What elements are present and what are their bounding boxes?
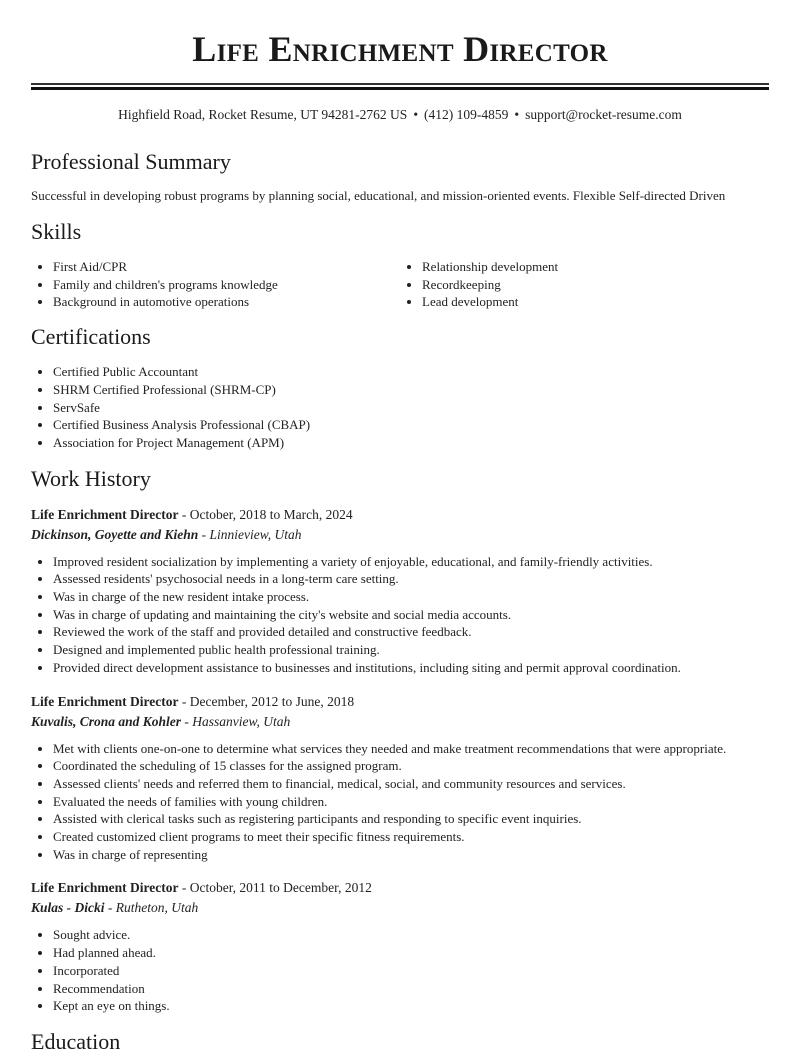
job-dates: - October, 2018 to March, 2024 (178, 506, 353, 522)
job-bullet: • Reviewed the work of the staff and provided detailed and constructive feedback. (53, 623, 769, 641)
contact-line (31, 106, 769, 124)
skill-item: • First Aid/CPR (53, 258, 400, 276)
job-company-line (31, 712, 769, 732)
job-title-line (31, 692, 769, 712)
job-company: Dickinson, Goyette and Kiehn (31, 526, 199, 542)
bullet-separator: • (413, 107, 419, 122)
job-bullets (31, 740, 769, 864)
job-bullets (31, 553, 769, 677)
job-bullet: • Assessed clients' needs and referred them to financial, medical, social, and community resources and services. (53, 775, 769, 793)
job-bullet: • Incorporated (53, 962, 769, 980)
job-company: Kuvalis, Crona and Kohler (31, 713, 182, 729)
certification-item: • Certified Public Accountant (53, 363, 769, 381)
certification-item: • ServSafe (53, 399, 769, 417)
job-bullet: • Met with clients one-on-one to determine what services they needed and make treatment recommendations that were appropriate. (53, 740, 769, 758)
job-title: Life Enrichment Director (31, 693, 179, 709)
bullet-separator: • (514, 107, 520, 122)
job-bullet: • Sought advice. (53, 926, 769, 944)
job-bullets (31, 926, 769, 1015)
job-bullet: • Was in charge of updating and maintaining the city's website and social media accounts. (53, 606, 769, 624)
skill-item: • Family and children's programs knowledge (53, 276, 400, 294)
certifications-list (31, 363, 769, 452)
job-dates: - October, 2011 to December, 2012 (178, 880, 372, 896)
section-heading: Professional Summary (31, 149, 231, 174)
job-title-line (31, 878, 769, 898)
job-bullet: • Was in charge of representing (53, 846, 769, 864)
job-bullet: • Kept an eye on things. (53, 997, 769, 1015)
job-bullet: • Designed and implemented public health professional training. (53, 641, 769, 659)
job-company-line (31, 898, 769, 918)
skills-list-left (31, 258, 400, 311)
job-title-line (31, 505, 769, 525)
job-bullet: • Coordinated the scheduling of 15 classes for the assigned program. (53, 757, 769, 775)
skill-item: • Background in automotive operations (53, 293, 400, 311)
job-company-line (31, 525, 769, 545)
certification-item: • Certified Business Analysis Professional (CBAP) (53, 416, 769, 434)
education-section (31, 1028, 769, 1056)
skills-section (31, 218, 769, 311)
job-bullet: • Provided direct development assistance to businesses and institutions, including siting and permit approval coordination. (53, 659, 769, 677)
professional-summary-section (31, 148, 769, 205)
job-bullet: • Assisted with clerical tasks such as registering participants and responding to specific event inquiries. (53, 810, 769, 828)
job-bullet: • Recommendation (53, 980, 769, 998)
section-heading: Skills (31, 219, 82, 244)
job-title: Life Enrichment Director (31, 506, 179, 522)
work-history-section (31, 465, 769, 1015)
job-dates: - December, 2012 to June, 2018 (178, 693, 355, 709)
job-company: Kulas - Dicki (31, 900, 105, 916)
resume-name-heading: Life Enrichment Director (192, 29, 608, 69)
certifications-section (31, 323, 769, 452)
skill-item: • Lead development (422, 293, 769, 311)
certification-item: • Association for Project Management (APM) (53, 434, 769, 452)
skills-list-right (400, 258, 769, 311)
section-heading: Education (31, 1028, 121, 1054)
job-entry (31, 878, 769, 1015)
job-location: - Rutheton, Utah (104, 900, 199, 916)
job-title: Life Enrichment Director (31, 880, 179, 896)
job-bullet: • Assessed residents' psychosocial needs in a long-term care setting. (53, 570, 769, 588)
job-location: - Hassanview, Utah (181, 713, 291, 729)
job-entry (31, 692, 769, 864)
header-double-rule (31, 83, 769, 90)
job-bullet: • Created customized client programs to meet their specific fitness requirements. (53, 828, 769, 846)
job-bullet: • Had planned ahead. (53, 944, 769, 962)
job-bullet: • Evaluated the needs of families with young children. (53, 793, 769, 811)
certification-item: • SHRM Certified Professional (SHRM-CP) (53, 381, 769, 399)
job-entry (31, 505, 769, 677)
contact-email: support@rocket-resume.com (525, 107, 682, 122)
summary-text: Successful in developing robust programs by planning social, educational, and mission-oriented events. Flexible Self-directed Driven (31, 188, 726, 203)
section-heading: Certifications (31, 324, 151, 350)
skill-item: • Relationship development (422, 258, 769, 276)
job-location: - Linnieview, Utah (198, 526, 302, 542)
job-bullet: • Was in charge of the new resident intake process. (53, 588, 769, 606)
skills-grid (31, 258, 769, 311)
section-heading: Work History (31, 465, 151, 491)
contact-phone: (412) 109-4859 (424, 107, 509, 122)
contact-address: Highfield Road, Rocket Resume, UT 94281-2762 US (118, 107, 408, 122)
skill-item: • Recordkeeping (422, 276, 769, 294)
job-bullet: • Improved resident socialization by implementing a variety of enjoyable, educational, and family-friendly activities. (53, 553, 769, 571)
